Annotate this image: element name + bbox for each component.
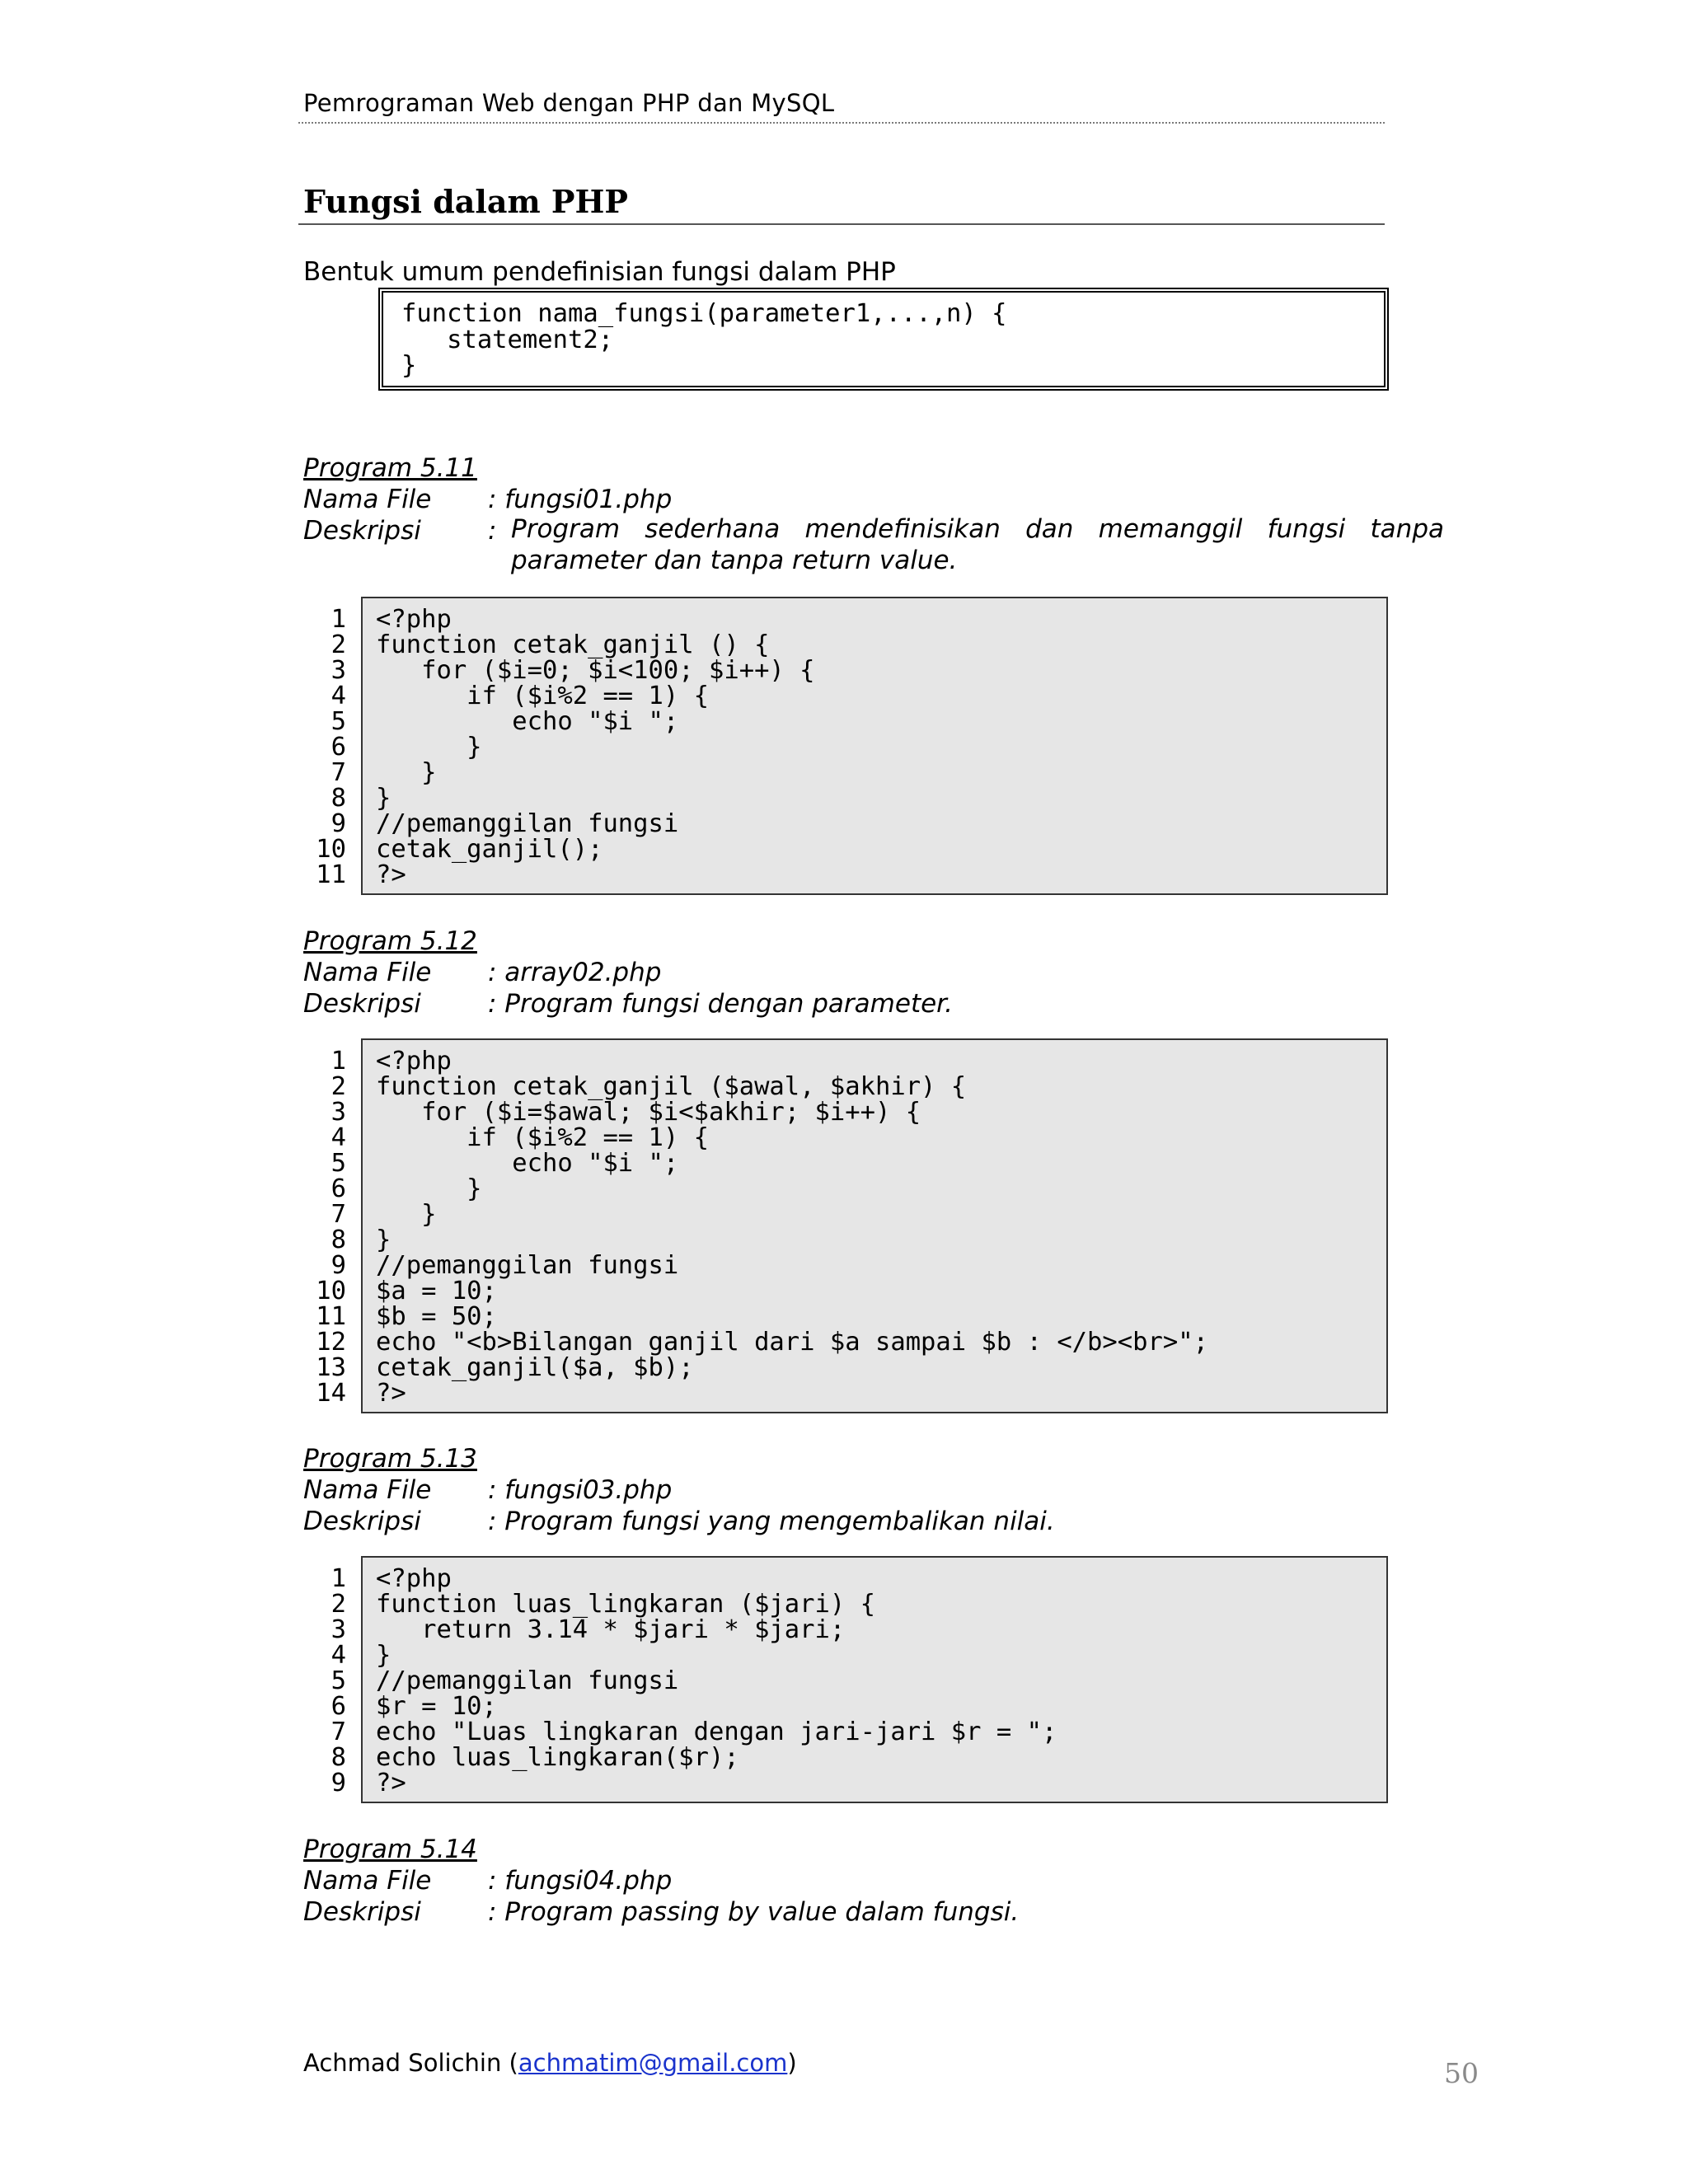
line-number: 10 bbox=[316, 835, 346, 864]
line-number: 9 bbox=[331, 1769, 346, 1797]
line-number: 1 bbox=[331, 605, 346, 634]
file-name: : array02.php bbox=[488, 958, 662, 987]
code-line bbox=[303, 811, 1390, 837]
code-text: <?php bbox=[376, 1047, 452, 1076]
general-form-line: statement2; bbox=[401, 325, 614, 354]
line-number: 2 bbox=[331, 630, 346, 659]
general-form-line: function nama_fungsi(parameter1,...,n) { bbox=[401, 299, 1007, 328]
line-number: 4 bbox=[331, 1641, 346, 1670]
file-label: Nama File bbox=[303, 485, 432, 514]
code-line bbox=[303, 1694, 1390, 1719]
line-number: 3 bbox=[331, 1615, 346, 1644]
code-line bbox=[303, 734, 1390, 760]
line-number: 8 bbox=[331, 1226, 346, 1254]
code-text: echo "<b>Bilangan ganjil dari $a sampai $b : </b><br>"; bbox=[376, 1328, 1208, 1357]
program-number: Program 5.14 bbox=[303, 1835, 477, 1864]
code-text: if ($i%2 == 1) { bbox=[376, 1123, 709, 1152]
header-rule bbox=[298, 122, 1385, 124]
section-title: Fungsi dalam PHP bbox=[303, 183, 628, 220]
code-text: ?> bbox=[376, 1769, 406, 1797]
line-number: 11 bbox=[316, 1302, 346, 1331]
line-number: 8 bbox=[331, 1743, 346, 1772]
desc-label: Deskripsi bbox=[303, 1897, 421, 1927]
code-line bbox=[303, 1176, 1390, 1202]
code-line bbox=[303, 1304, 1390, 1329]
code-text: } bbox=[376, 733, 482, 762]
file-label: Nama File bbox=[303, 958, 432, 987]
code-line bbox=[303, 607, 1390, 632]
line-number: 4 bbox=[331, 1123, 346, 1152]
desc-text: : Program fungsi dengan parameter. bbox=[488, 989, 953, 1019]
code-text: echo "Luas lingkaran dengan jari-jari $r = "; bbox=[376, 1718, 1057, 1746]
program-number: Program 5.13 bbox=[303, 1444, 477, 1474]
line-number: 7 bbox=[331, 758, 346, 787]
code-text: } bbox=[376, 784, 392, 813]
code-line bbox=[303, 683, 1390, 709]
file-name: : fungsi03.php bbox=[488, 1475, 673, 1505]
line-number: 10 bbox=[316, 1277, 346, 1305]
program-number: Program 5.12 bbox=[303, 926, 477, 956]
code-text: } bbox=[376, 1174, 482, 1203]
code-line bbox=[303, 1617, 1390, 1643]
code-text: return 3.14 * $jari * $jari; bbox=[376, 1615, 846, 1644]
code-line bbox=[303, 1151, 1390, 1176]
code-text: } bbox=[376, 1226, 392, 1254]
code-line bbox=[303, 1745, 1390, 1770]
code-line bbox=[303, 1591, 1390, 1617]
code-line bbox=[303, 1668, 1390, 1694]
desc-label: Deskripsi bbox=[303, 989, 421, 1019]
line-number: 11 bbox=[316, 860, 346, 889]
code-line bbox=[303, 862, 1390, 888]
desc-colon: : bbox=[488, 516, 497, 546]
code-line bbox=[303, 1125, 1390, 1151]
general-form-line: } bbox=[401, 351, 417, 380]
file-label: Nama File bbox=[303, 1866, 432, 1896]
line-number: 7 bbox=[331, 1718, 346, 1746]
desc-label: Deskripsi bbox=[303, 1507, 421, 1536]
code-line bbox=[303, 760, 1390, 785]
line-number: 7 bbox=[331, 1200, 346, 1229]
file-name: : fungsi01.php bbox=[488, 485, 673, 514]
line-number: 14 bbox=[316, 1379, 346, 1408]
code-text: echo "$i "; bbox=[376, 1149, 679, 1178]
footer-author: Achmad Solichin ( bbox=[303, 2049, 518, 2077]
code-line bbox=[303, 709, 1390, 734]
footer-close-paren: ) bbox=[787, 2049, 797, 2077]
file-name: : fungsi04.php bbox=[488, 1866, 673, 1896]
line-number: 6 bbox=[331, 1692, 346, 1721]
code-line bbox=[303, 632, 1390, 658]
desc-text: Program sederhana mendefinisikan dan memanggil fungsi tanpa parameter dan tanpa return value. bbox=[511, 514, 1444, 575]
code-text: cetak_ganjil(); bbox=[376, 835, 603, 864]
code-text: echo luas_lingkaran($r); bbox=[376, 1743, 739, 1772]
line-number: 12 bbox=[316, 1328, 346, 1357]
code-line bbox=[303, 1202, 1390, 1227]
code-text: //pemanggilan fungsi bbox=[376, 809, 679, 838]
code-line bbox=[303, 658, 1390, 683]
desc-text: : Program passing by value dalam fungsi. bbox=[488, 1897, 1020, 1927]
line-number: 4 bbox=[331, 682, 346, 710]
code-text: } bbox=[376, 758, 437, 787]
line-number: 13 bbox=[316, 1353, 346, 1382]
line-number: 5 bbox=[331, 707, 346, 736]
code-text: for ($i=0; $i<100; $i++) { bbox=[376, 656, 815, 685]
line-number: 2 bbox=[331, 1590, 346, 1619]
code-line bbox=[303, 837, 1390, 862]
line-number: 9 bbox=[331, 1251, 346, 1280]
code-line bbox=[303, 1099, 1390, 1125]
code-line bbox=[303, 1329, 1390, 1355]
code-text: ?> bbox=[376, 1379, 406, 1408]
section-rule bbox=[298, 223, 1385, 225]
code-line bbox=[303, 1566, 1390, 1591]
code-text: function luas_lingkaran ($jari) { bbox=[376, 1590, 875, 1619]
code-text: //pemanggilan fungsi bbox=[376, 1251, 679, 1280]
running-header: Pemrograman Web dengan PHP dan MySQL bbox=[303, 89, 835, 117]
line-number: 1 bbox=[331, 1564, 346, 1593]
line-number: 5 bbox=[331, 1149, 346, 1178]
code-line bbox=[303, 1355, 1390, 1380]
program-number: Program 5.11 bbox=[303, 453, 477, 483]
line-number: 9 bbox=[331, 809, 346, 838]
footer bbox=[303, 2049, 797, 2077]
code-text: <?php bbox=[376, 1564, 452, 1593]
line-number: 1 bbox=[331, 1047, 346, 1076]
general-form-box bbox=[378, 288, 1389, 391]
code-line bbox=[303, 1048, 1390, 1074]
line-number: 8 bbox=[331, 784, 346, 813]
code-text: for ($i=$awal; $i<$akhir; $i++) { bbox=[376, 1098, 921, 1127]
line-number: 6 bbox=[331, 733, 346, 762]
code-text: function cetak_ganjil () { bbox=[376, 630, 770, 659]
desc-text: : Program fungsi yang mengembalikan nilai. bbox=[488, 1507, 1055, 1536]
line-number: 6 bbox=[331, 1174, 346, 1203]
code-text: if ($i%2 == 1) { bbox=[376, 682, 709, 710]
code-text: } bbox=[376, 1641, 392, 1670]
code-line bbox=[303, 1227, 1390, 1253]
line-number: 2 bbox=[331, 1072, 346, 1101]
code-line bbox=[303, 1278, 1390, 1304]
code-text: $a = 10; bbox=[376, 1277, 497, 1305]
line-number: 3 bbox=[331, 656, 346, 685]
code-text: } bbox=[376, 1200, 437, 1229]
code-line bbox=[303, 1770, 1390, 1796]
code-text: ?> bbox=[376, 860, 406, 889]
code-line bbox=[303, 1380, 1390, 1406]
code-text: echo "$i "; bbox=[376, 707, 679, 736]
code-text: //pemanggilan fungsi bbox=[376, 1666, 679, 1695]
code-line bbox=[303, 1253, 1390, 1278]
code-line bbox=[303, 1074, 1390, 1099]
page-number: 50 bbox=[1444, 2057, 1479, 2089]
code-text: <?php bbox=[376, 605, 452, 634]
file-label: Nama File bbox=[303, 1475, 432, 1505]
intro-text: Bentuk umum pendefinisian fungsi dalam PHP bbox=[303, 257, 896, 287]
line-number: 3 bbox=[331, 1098, 346, 1127]
code-line bbox=[303, 1643, 1390, 1668]
code-text: $r = 10; bbox=[376, 1692, 497, 1721]
code-line bbox=[303, 785, 1390, 811]
code-text: function cetak_ganjil ($awal, $akhir) { bbox=[376, 1072, 967, 1101]
footer-email-link[interactable]: achmatim@gmail.com bbox=[518, 2049, 788, 2077]
code-text: cetak_ganjil($a, $b); bbox=[376, 1353, 694, 1382]
line-number: 5 bbox=[331, 1666, 346, 1695]
code-text: $b = 50; bbox=[376, 1302, 497, 1331]
code-line bbox=[303, 1719, 1390, 1745]
desc-label: Deskripsi bbox=[303, 516, 421, 546]
